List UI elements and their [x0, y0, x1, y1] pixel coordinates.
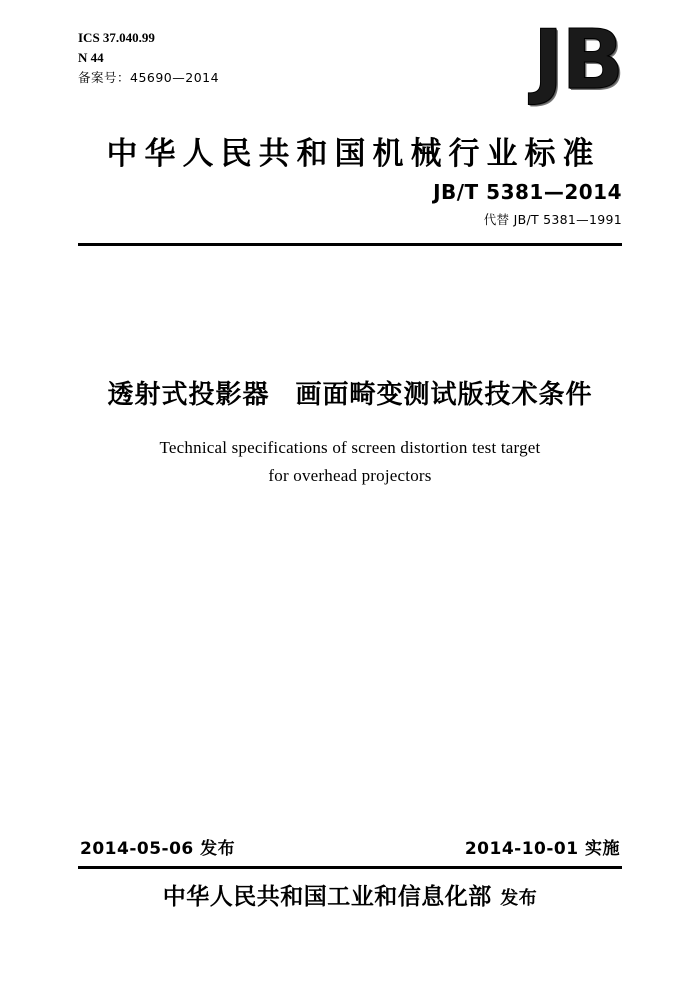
issue-date: 2014-05-06 发布	[80, 839, 236, 859]
subtitle-line-2: for overhead projectors	[268, 466, 432, 485]
page-title-part2: 画面畸变测试版技术条件	[295, 380, 593, 410]
national-standard-title: 中华人民共和国机械行业标准	[106, 136, 601, 172]
ics-code: ICS 37.040.99	[78, 30, 155, 45]
effective-date: 2014-10-01 实施	[464, 839, 620, 859]
page-subtitle-english	[78, 434, 622, 490]
record-number: 备案号：45690—2014	[78, 70, 220, 85]
subtitle-line-1: Technical specifications of screen distortion test target	[159, 438, 541, 457]
replaces-note: 代替 JB/T 5381—1991	[483, 212, 622, 227]
standard-number: JB/T 5381—2014	[433, 180, 622, 204]
classification-code: N 44	[78, 50, 104, 65]
issuing-authority-name: 中华人民共和国工业和信息化部	[162, 884, 492, 910]
page-title-part1: 透射式投影器	[107, 380, 270, 410]
jb-logo: JB	[532, 13, 622, 108]
page-title	[78, 374, 622, 411]
issuing-authority	[78, 878, 622, 911]
divider-top	[78, 243, 622, 246]
issuing-authority-verb: 发布	[500, 888, 538, 909]
divider-bottom	[78, 866, 622, 869]
